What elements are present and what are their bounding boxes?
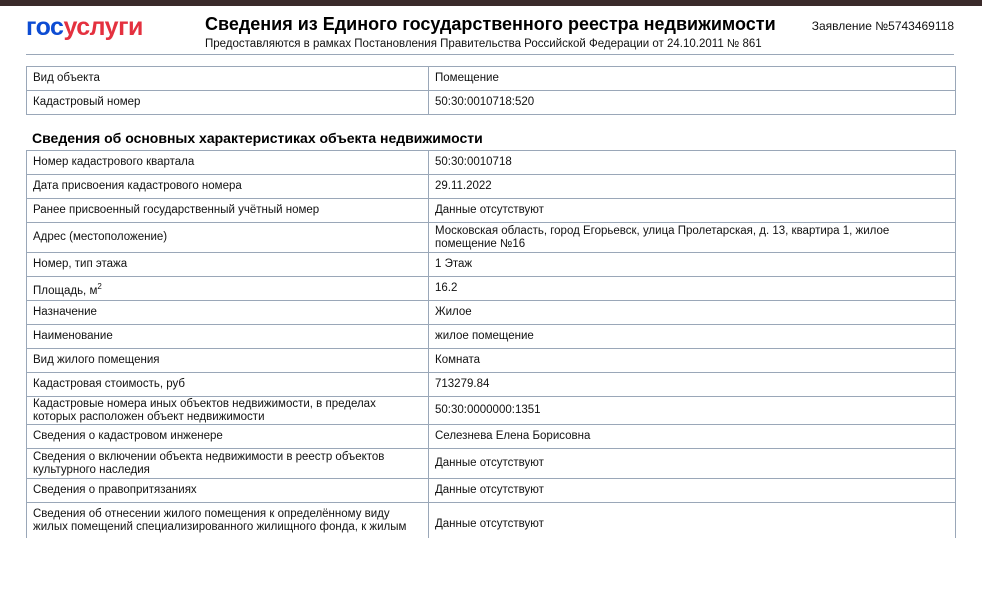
statement-number: Заявление №5743469118: [811, 19, 954, 33]
table-row: [27, 277, 956, 301]
table-row: [27, 253, 956, 277]
row-label: Сведения о кадастровом инженере: [27, 425, 429, 449]
row-value: жилое помещение: [429, 325, 956, 349]
header-divider: [26, 54, 954, 55]
logo-part-2: услуги: [63, 13, 143, 41]
row-value: 1 Этаж: [429, 253, 956, 277]
row-value: 713279.84: [429, 373, 956, 397]
area-unit-exponent: 2: [97, 281, 102, 291]
row-label: Кадастровая стоимость, руб: [27, 373, 429, 397]
basic-info-table: [26, 66, 956, 115]
section-title: Сведения об основных характеристиках объекта недвижимости: [32, 130, 483, 146]
row-value: Помещение: [429, 67, 956, 91]
page-cutoff: [0, 538, 982, 608]
row-value: Данные отсутствуют: [429, 503, 956, 547]
row-label: Номер кадастрового квартала: [27, 151, 429, 175]
row-value: Селезнева Елена Борисовна: [429, 425, 956, 449]
document-title: Сведения из Единого государственного реестра недвижимости: [205, 14, 776, 34]
row-label: Наименование: [27, 325, 429, 349]
table-row: [27, 479, 956, 503]
row-label: Назначение: [27, 301, 429, 325]
row-label: Вид жилого помещения: [27, 349, 429, 373]
row-value: 16.2: [429, 277, 956, 301]
row-value: Жилое: [429, 301, 956, 325]
document-subtitle: Предоставляются в рамках Постановления Правительства Российской Федерации от 24.10.2011 № 861: [205, 38, 762, 50]
row-label: Кадастровые номера иных объектов недвижимости, в пределах которых расположен объект недвижимости: [27, 397, 429, 425]
table-row: [27, 91, 956, 115]
row-value: 50:30:0010718:520: [429, 91, 956, 115]
table-row: [27, 373, 956, 397]
row-label: Вид объекта: [27, 67, 429, 91]
table-row: [27, 67, 956, 91]
table-row: [27, 151, 956, 175]
row-value: Данные отсутствуют: [429, 479, 956, 503]
row-label: Дата присвоения кадастрового номера: [27, 175, 429, 199]
row-label: Сведения о правопритязаниях: [27, 479, 429, 503]
characteristics-table: [26, 150, 956, 547]
table-row: [27, 199, 956, 223]
table-row: [27, 175, 956, 199]
table-row: [27, 223, 956, 253]
row-label: Адрес (местоположение): [27, 223, 429, 253]
row-value: Данные отсутствуют: [429, 199, 956, 223]
row-label: Сведения об отнесении жилого помещения к определённому виду жилых помещений специализированного жилищного фонда, к жилым: [27, 503, 429, 547]
row-value: 50:30:0010718: [429, 151, 956, 175]
row-value: 29.11.2022: [429, 175, 956, 199]
top-bar: [0, 0, 982, 6]
table-row: [27, 397, 956, 425]
table-row: [27, 449, 956, 479]
table-row: [27, 301, 956, 325]
table-row: [27, 349, 956, 373]
row-label: Сведения о включении объекта недвижимости в реестр объектов культурного наследия: [27, 449, 429, 479]
logo-part-1: гос: [26, 13, 64, 41]
row-value: Комната: [429, 349, 956, 373]
row-value: 50:30:0000000:1351: [429, 397, 956, 425]
row-label: Номер, тип этажа: [27, 253, 429, 277]
row-value: Данные отсутствуют: [429, 449, 956, 479]
table-row: [27, 325, 956, 349]
gosuslugi-logo[interactable]: [26, 13, 143, 42]
row-label: [27, 277, 429, 301]
table-row: [27, 425, 956, 449]
row-label: Кадастровый номер: [27, 91, 429, 115]
row-value: Московская область, город Егорьевск, улица Пролетарская, д. 13, квартира 1, жилое помещение №16: [429, 223, 956, 253]
row-label: Ранее присвоенный государственный учётный номер: [27, 199, 429, 223]
area-label: Площадь, м: [33, 284, 98, 297]
